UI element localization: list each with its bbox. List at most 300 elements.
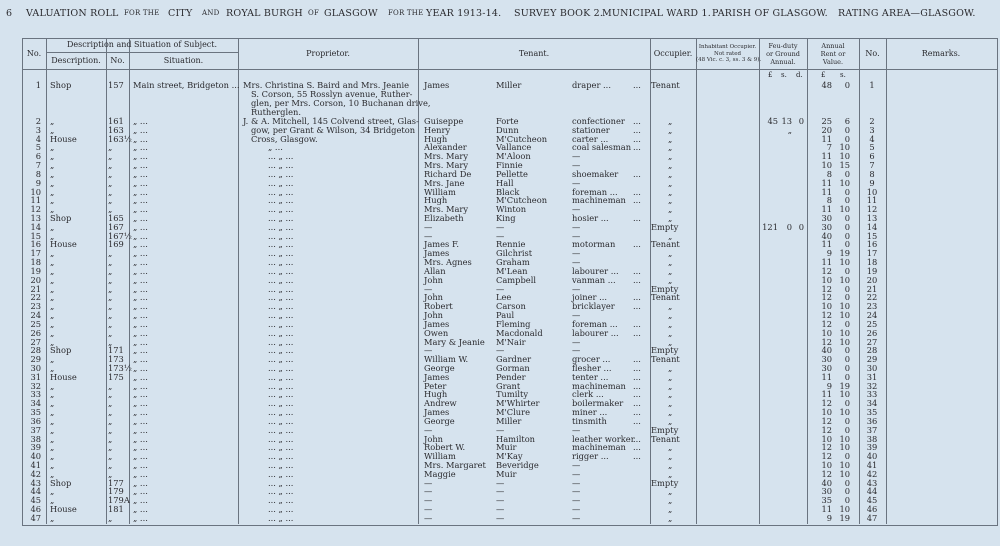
row-description: „ [50, 433, 55, 444]
row-tenant-occupation: machineman [572, 195, 626, 206]
row-occupier: „ [668, 318, 673, 329]
row-tenant-surname: Muir [496, 468, 517, 479]
row-rent-shillings: 10 [839, 459, 850, 470]
row-number-right: 32 [866, 380, 878, 391]
col-situation-heading: Situation. [163, 56, 204, 65]
municipal-ward: MUNICIPAL WARD 1. [602, 8, 711, 19]
row-tenant-leader: ... [633, 124, 641, 135]
row-situation: „ ... [133, 283, 148, 294]
row-tenant-forename: Robert W. [424, 442, 466, 453]
row-occupier: „ [668, 512, 673, 523]
row-street-number: 165 [108, 213, 124, 224]
row-tenant-forename: Mrs. Margaret [424, 459, 486, 470]
title-part: FOR THE [388, 9, 424, 17]
row-situation: „ ... [133, 468, 148, 479]
row-situation: „ ... [133, 398, 148, 409]
row-rent-pounds: 25 [821, 116, 832, 126]
row-number: 10 [30, 186, 41, 197]
row-number: 3 [35, 124, 41, 135]
row-tenant-occupation: — [572, 424, 581, 435]
row-rent-shillings: 0 [844, 451, 850, 462]
col-annual-rent-heading [807, 42, 859, 66]
row-tenant-leader: ... [633, 362, 641, 373]
row-description: „ [50, 274, 55, 285]
row-feu-pounds: 45 [767, 116, 778, 126]
row-street-number: 179 [108, 486, 124, 497]
row-situation: „ ... [133, 142, 148, 153]
row-tenant-occupation: — [572, 177, 581, 188]
row-number-right: 10 [866, 186, 878, 197]
row-tenant-forename: — [424, 504, 433, 515]
row-tenant-occupation: — [572, 512, 581, 523]
row-situation: „ ... [133, 151, 148, 162]
row-street-number: „ [108, 415, 113, 426]
row-number-right: 11 [866, 195, 878, 206]
title-part: FOR THE [124, 9, 160, 17]
row-rent-pounds: 40 [821, 230, 832, 241]
row-proprietor: ... „ ... [268, 477, 294, 488]
row-number: 37 [30, 424, 41, 435]
row-situation: „ ... [133, 160, 148, 171]
row-number: 7 [35, 160, 41, 171]
row-tenant-forename: Mrs. Mary [424, 160, 469, 171]
row-tenant-occupation: miner ... [572, 407, 608, 418]
row-occupier: „ [668, 274, 673, 285]
row-tenant-surname: — [496, 495, 505, 506]
row-description: „ [50, 362, 55, 373]
row-number: 5 [35, 142, 41, 153]
row-street-number: 181 [108, 504, 124, 515]
column-rule [106, 38, 107, 524]
row-number-right: 36 [866, 415, 878, 426]
row-rent-shillings: 0 [844, 213, 850, 224]
row-tenant-occupation: carter ... [572, 133, 609, 144]
row-rent-pounds: 40 [821, 477, 832, 488]
row-tenant-leader: ... [633, 371, 641, 382]
row-rent-shillings: 0 [844, 292, 850, 303]
row-proprietor: ... „ ... [268, 195, 294, 206]
proprietor-line: J. & A. Mitchell, 145 Colvend street, Glas- [243, 116, 419, 126]
row-tenant-occupation: tenter ... [572, 371, 609, 382]
row-proprietor: ... „ ... [268, 380, 294, 391]
row-number: 26 [30, 327, 41, 338]
row-rent-shillings: 0 [844, 230, 850, 241]
row-tenant-surname: Gilchrist [496, 248, 533, 259]
row-tenant-forename: Elizabeth [424, 213, 464, 224]
row-number: 44 [30, 486, 41, 497]
row-proprietor: ... „ ... [268, 468, 294, 479]
proprietor-line: S. Corson, 55 Rosslyn avenue, Ruther- [251, 89, 413, 99]
row-tenant-surname: — [496, 221, 505, 232]
row-tenant-surname: — [496, 512, 505, 523]
row-occupier: Tenant [651, 80, 680, 90]
row-rent-pounds: 10 [821, 301, 832, 312]
row-rent-pounds: 12 [821, 451, 832, 462]
row-proprietor: ... „ ... [268, 221, 294, 232]
heading-line: Feu-duty [768, 42, 798, 50]
row-street-number: „ [108, 459, 113, 470]
row-street-number: „ [108, 151, 113, 162]
row-rent-pounds: 12 [821, 415, 832, 426]
row-tenant-leader: ... [633, 195, 641, 206]
row-occupier: „ [668, 389, 673, 400]
column-rule [650, 38, 651, 524]
row-street-number: 173½ [108, 362, 132, 373]
row-tenant-occupation: — [572, 310, 581, 321]
row-rent-shillings: 0 [844, 398, 850, 409]
row-tenant-surname: Muir [496, 442, 517, 453]
row-number-right: 1 [869, 80, 875, 90]
row-street-number: „ [108, 186, 113, 197]
row-proprietor: ... „ ... [268, 177, 294, 188]
row-occupier: Empty [651, 345, 679, 356]
row-number-right: 46 [866, 504, 878, 515]
row-number-right: 16 [866, 239, 878, 250]
heading-line: Inhabitant Occupier. [698, 44, 757, 50]
row-number: 32 [30, 380, 41, 391]
row-situation: „ ... [133, 336, 148, 347]
row-rent-pounds: 12 [821, 265, 832, 276]
page-header [0, 8, 1000, 24]
row-number: 1 [35, 80, 41, 90]
row-rent-pounds: 30 [821, 221, 832, 232]
row-tenant-occupation: leather worker [572, 433, 635, 444]
row-rent-pounds: 20 [821, 124, 832, 135]
row-rent-pounds: 8 [826, 195, 832, 206]
row-tenant-occupation: machineman [572, 442, 626, 453]
row-tenant-surname: Miller [496, 80, 522, 90]
row-situation: „ ... [133, 371, 148, 382]
row-number: 21 [30, 283, 41, 294]
row-tenant-surname: — [496, 477, 505, 488]
row-rent-shillings: 0 [844, 362, 850, 373]
row-description: „ [50, 160, 55, 171]
row-street-number: 173 [108, 354, 124, 365]
row-feu-shillings: 13 [781, 116, 792, 126]
row-description: House [50, 133, 77, 144]
col-number-heading: No. [110, 56, 125, 65]
row-number: 35 [30, 407, 41, 418]
row-rent-shillings: 0 [844, 195, 850, 206]
row-tenant-forename: William W. [424, 354, 469, 365]
row-situation: „ ... [133, 248, 148, 259]
row-situation: „ ... [133, 133, 148, 144]
row-number: 38 [30, 433, 41, 444]
row-proprietor: ... „ ... [268, 257, 294, 268]
row-feu-shillings: 0 [786, 221, 792, 232]
row-occupier: „ [668, 380, 673, 391]
row-rent-shillings: 0 [844, 354, 850, 365]
row-proprietor: ... „ ... [268, 230, 294, 241]
row-occupier: Tenant [651, 433, 680, 444]
row-number-right: 15 [866, 230, 878, 241]
col-tenant-heading: Tenant. [518, 49, 550, 58]
row-tenant-leader: ... [633, 407, 641, 418]
row-description: House [50, 504, 77, 515]
row-rent-shillings: 0 [844, 477, 850, 488]
row-tenant-surname: M'Clure [496, 407, 530, 418]
row-occupier: Empty [651, 221, 679, 232]
row-tenant-occupation: joiner ... [572, 292, 607, 303]
row-rent-shillings: 0 [844, 80, 850, 90]
page-number: 6 [6, 8, 13, 19]
row-rent-shillings: 0 [844, 424, 850, 435]
row-rent-pounds: 9 [826, 380, 832, 391]
row-rent-pounds: 12 [821, 318, 832, 329]
row-number-right: 47 [866, 512, 878, 523]
row-rent-shillings: 0 [844, 415, 850, 426]
row-occupier: „ [668, 371, 673, 382]
row-proprietor: ... „ ... [268, 459, 294, 470]
row-number: 25 [30, 318, 41, 329]
row-tenant-forename: — [424, 486, 433, 497]
row-rent-shillings: 0 [844, 186, 850, 197]
row-street-number: 175 [108, 371, 124, 382]
row-number-right: 26 [866, 327, 878, 338]
row-number-right: 38 [866, 433, 878, 444]
title-part: VALUATION ROLL [26, 8, 119, 19]
row-number-right: 28 [866, 345, 878, 356]
row-tenant-occupation: labourer ... [572, 327, 619, 338]
row-description: „ [50, 415, 55, 426]
row-tenant-occupation: clerk ... [572, 389, 604, 400]
row-description: „ [50, 336, 55, 347]
row-number-right: 17 [866, 248, 878, 259]
row-tenant-surname: M'Aloon [496, 151, 531, 162]
row-situation: „ ... [133, 362, 148, 373]
row-tenant-forename: — [424, 230, 433, 241]
row-tenant-surname: Grant [496, 380, 521, 391]
row-number: 23 [30, 301, 41, 312]
row-tenant-occupation: shoemaker [572, 168, 619, 179]
row-number-right: 5 [869, 142, 875, 153]
row-tenant-forename: Guiseppe [424, 116, 464, 126]
row-tenant-leader: ... [633, 380, 641, 391]
row-tenant-forename: James [424, 407, 450, 418]
row-situation: „ ... [133, 116, 148, 126]
col-description-heading: Description. [51, 56, 101, 65]
row-street-number: „ [108, 389, 113, 400]
row-tenant-occupation: motorman [572, 239, 616, 250]
row-proprietor: ... „ ... [268, 415, 294, 426]
row-description: „ [50, 459, 55, 470]
header-rule [22, 69, 997, 70]
rent-pounds-head: £ [821, 71, 826, 79]
row-rent-pounds: 10 [821, 407, 832, 418]
row-tenant-forename: Andrew [424, 398, 457, 409]
row-description: „ [50, 442, 55, 453]
row-rent-shillings: 10 [839, 177, 850, 188]
row-rent-pounds: 30 [821, 486, 832, 497]
row-occupier: Empty [651, 283, 679, 294]
row-situation: „ ... [133, 415, 148, 426]
row-rent-shillings: 10 [839, 204, 850, 215]
row-tenant-surname: Dunn [496, 124, 519, 135]
row-number-right: 2 [869, 116, 875, 126]
row-occupier: Empty [651, 477, 679, 488]
row-occupier: „ [668, 362, 673, 373]
row-proprietor: ... „ ... [268, 160, 294, 171]
row-number: 13 [30, 213, 41, 224]
row-proprietor: ... „ ... [268, 407, 294, 418]
row-rent-pounds: 30 [821, 362, 832, 373]
row-proprietor: ... „ ... [268, 239, 294, 250]
row-tenant-occupation: foreman ... [572, 186, 618, 197]
row-description: Shop [50, 345, 72, 356]
row-street-number: „ [108, 442, 113, 453]
row-tenant-leader: ... [633, 186, 641, 197]
row-number: 8 [35, 168, 41, 179]
row-proprietor: ... „ ... [268, 424, 294, 435]
row-feu-pence: 0 [798, 116, 804, 126]
row-number-right: 39 [866, 442, 878, 453]
row-tenant-occupation: — [572, 160, 581, 171]
col-no-heading: No. [26, 49, 42, 58]
row-occupier: Tenant [651, 239, 680, 250]
row-number-right: 29 [866, 354, 878, 365]
row-rent-pounds: 11 [821, 257, 832, 268]
row-description: „ [50, 407, 55, 418]
row-description: „ [50, 265, 55, 276]
row-tenant-occupation: — [572, 257, 581, 268]
row-occupier: „ [668, 504, 673, 515]
row-street-number: 179A [108, 495, 130, 506]
row-number-right: 31 [866, 371, 878, 382]
row-tenant-surname: Lee [496, 292, 512, 303]
row-situation: „ ... [133, 186, 148, 197]
row-street-number: 177 [108, 477, 124, 488]
heading-line: Not rated [714, 50, 741, 57]
title-part: AND [202, 9, 220, 17]
row-tenant-surname: — [496, 424, 505, 435]
row-rent-pounds: 48 [821, 80, 832, 90]
row-number-right: 12 [866, 204, 878, 215]
row-number-right: 35 [866, 407, 878, 418]
row-description: „ [50, 318, 55, 329]
row-street-number: „ [108, 468, 113, 479]
heading-line: Rent or [820, 50, 846, 58]
row-street-number: „ [108, 292, 113, 303]
rent-shillings-head: s. [840, 71, 846, 79]
row-description: „ [50, 451, 55, 462]
row-street-number: 157 [108, 80, 124, 90]
row-street-number: „ [108, 433, 113, 444]
row-rent-pounds: 12 [821, 310, 832, 321]
row-street-number: „ [108, 142, 113, 153]
row-rent-pounds: 11 [821, 133, 832, 144]
row-tenant-occupation: — [572, 221, 581, 232]
row-number-right: 6 [869, 151, 875, 162]
row-situation: „ ... [133, 327, 148, 338]
survey-book: SURVEY BOOK 2. [514, 8, 604, 19]
row-tenant-leader: ... [633, 80, 641, 90]
row-occupier: „ [668, 204, 673, 215]
row-tenant-surname: Winton [496, 204, 527, 215]
row-tenant-forename: James F. [424, 239, 460, 250]
row-proprietor: ... „ ... [268, 512, 294, 523]
row-number: 2 [35, 116, 41, 126]
row-rent-shillings: 15 [839, 160, 850, 171]
row-description: „ [50, 292, 55, 303]
row-number: 45 [30, 495, 41, 506]
row-tenant-forename: Henry [424, 124, 451, 135]
row-number: 14 [30, 221, 41, 232]
row-proprietor: ... „ ... [268, 265, 294, 276]
row-tenant-forename: Maggie [424, 468, 456, 479]
row-tenant-surname: Miller [496, 415, 522, 426]
row-occupier: „ [668, 124, 673, 135]
row-description: Shop [50, 80, 72, 90]
row-tenant-forename: — [424, 495, 433, 506]
row-rent-shillings: 19 [839, 248, 850, 259]
row-number: 42 [30, 468, 41, 479]
row-tenant-forename: Allan [424, 265, 446, 276]
row-number-right: 40 [866, 451, 878, 462]
row-rent-shillings: 0 [844, 239, 850, 250]
col-feu-duty-heading [759, 42, 807, 66]
row-tenant-occupation: — [572, 459, 581, 470]
row-tenant-forename: Mrs. Mary [424, 151, 469, 162]
row-tenant-occupation: stationer [572, 124, 610, 135]
row-rent-shillings: 0 [844, 345, 850, 356]
row-proprietor: ... „ ... [268, 451, 294, 462]
row-situation: „ ... [133, 221, 148, 232]
row-tenant-occupation: — [572, 248, 581, 259]
proprietor-line: glen, per Mrs. Corson, 10 Buchanan drive, [251, 98, 431, 108]
row-tenant-forename: Hugh [424, 389, 448, 400]
row-tenant-leader: ... [633, 116, 641, 126]
row-occupier: „ [668, 168, 673, 179]
row-tenant-forename: Mrs. Agnes [424, 257, 472, 268]
row-number: 31 [30, 371, 41, 382]
row-occupier: „ [668, 301, 673, 312]
row-proprietor: ... „ ... [268, 274, 294, 285]
row-tenant-forename: James [424, 80, 450, 90]
row-tenant-occupation: bricklayer [572, 301, 615, 312]
row-occupier: „ [668, 151, 673, 162]
row-tenant-forename: — [424, 345, 433, 356]
row-rent-shillings: 10 [839, 389, 850, 400]
row-tenant-forename: John [424, 274, 444, 285]
row-feu-pounds: 121 [762, 221, 778, 232]
row-number-right: 34 [866, 398, 878, 409]
row-proprietor: ... „ ... [268, 186, 294, 197]
row-number: 22 [30, 292, 41, 303]
row-tenant-occupation: — [572, 230, 581, 241]
row-rent-shillings: 6 [844, 116, 850, 126]
row-rent-pounds: 11 [821, 371, 832, 382]
row-occupier: „ [668, 451, 673, 462]
row-street-number: „ [108, 512, 113, 523]
rating-area: RATING AREA—GLASGOW. [838, 8, 976, 19]
row-tenant-leader: ... [633, 301, 641, 312]
row-tenant-surname: Gardner [496, 354, 532, 365]
row-rent-shillings: 19 [839, 512, 850, 523]
row-tenant-forename: Mrs. Jane [424, 177, 465, 188]
row-situation: „ ... [133, 124, 148, 135]
row-proprietor: ... „ ... [268, 318, 294, 329]
row-rent-shillings: 10 [839, 504, 850, 515]
row-number-right: 22 [866, 292, 878, 303]
row-number-right: 20 [866, 274, 878, 285]
row-situation: „ ... [133, 274, 148, 285]
row-number: 17 [30, 248, 41, 259]
row-street-number: „ [108, 380, 113, 391]
row-street-number: „ [108, 451, 113, 462]
row-tenant-forename: Owen [424, 327, 449, 338]
proprietor-line: Rutherglen. [251, 107, 302, 117]
row-rent-pounds: 30 [821, 354, 832, 365]
